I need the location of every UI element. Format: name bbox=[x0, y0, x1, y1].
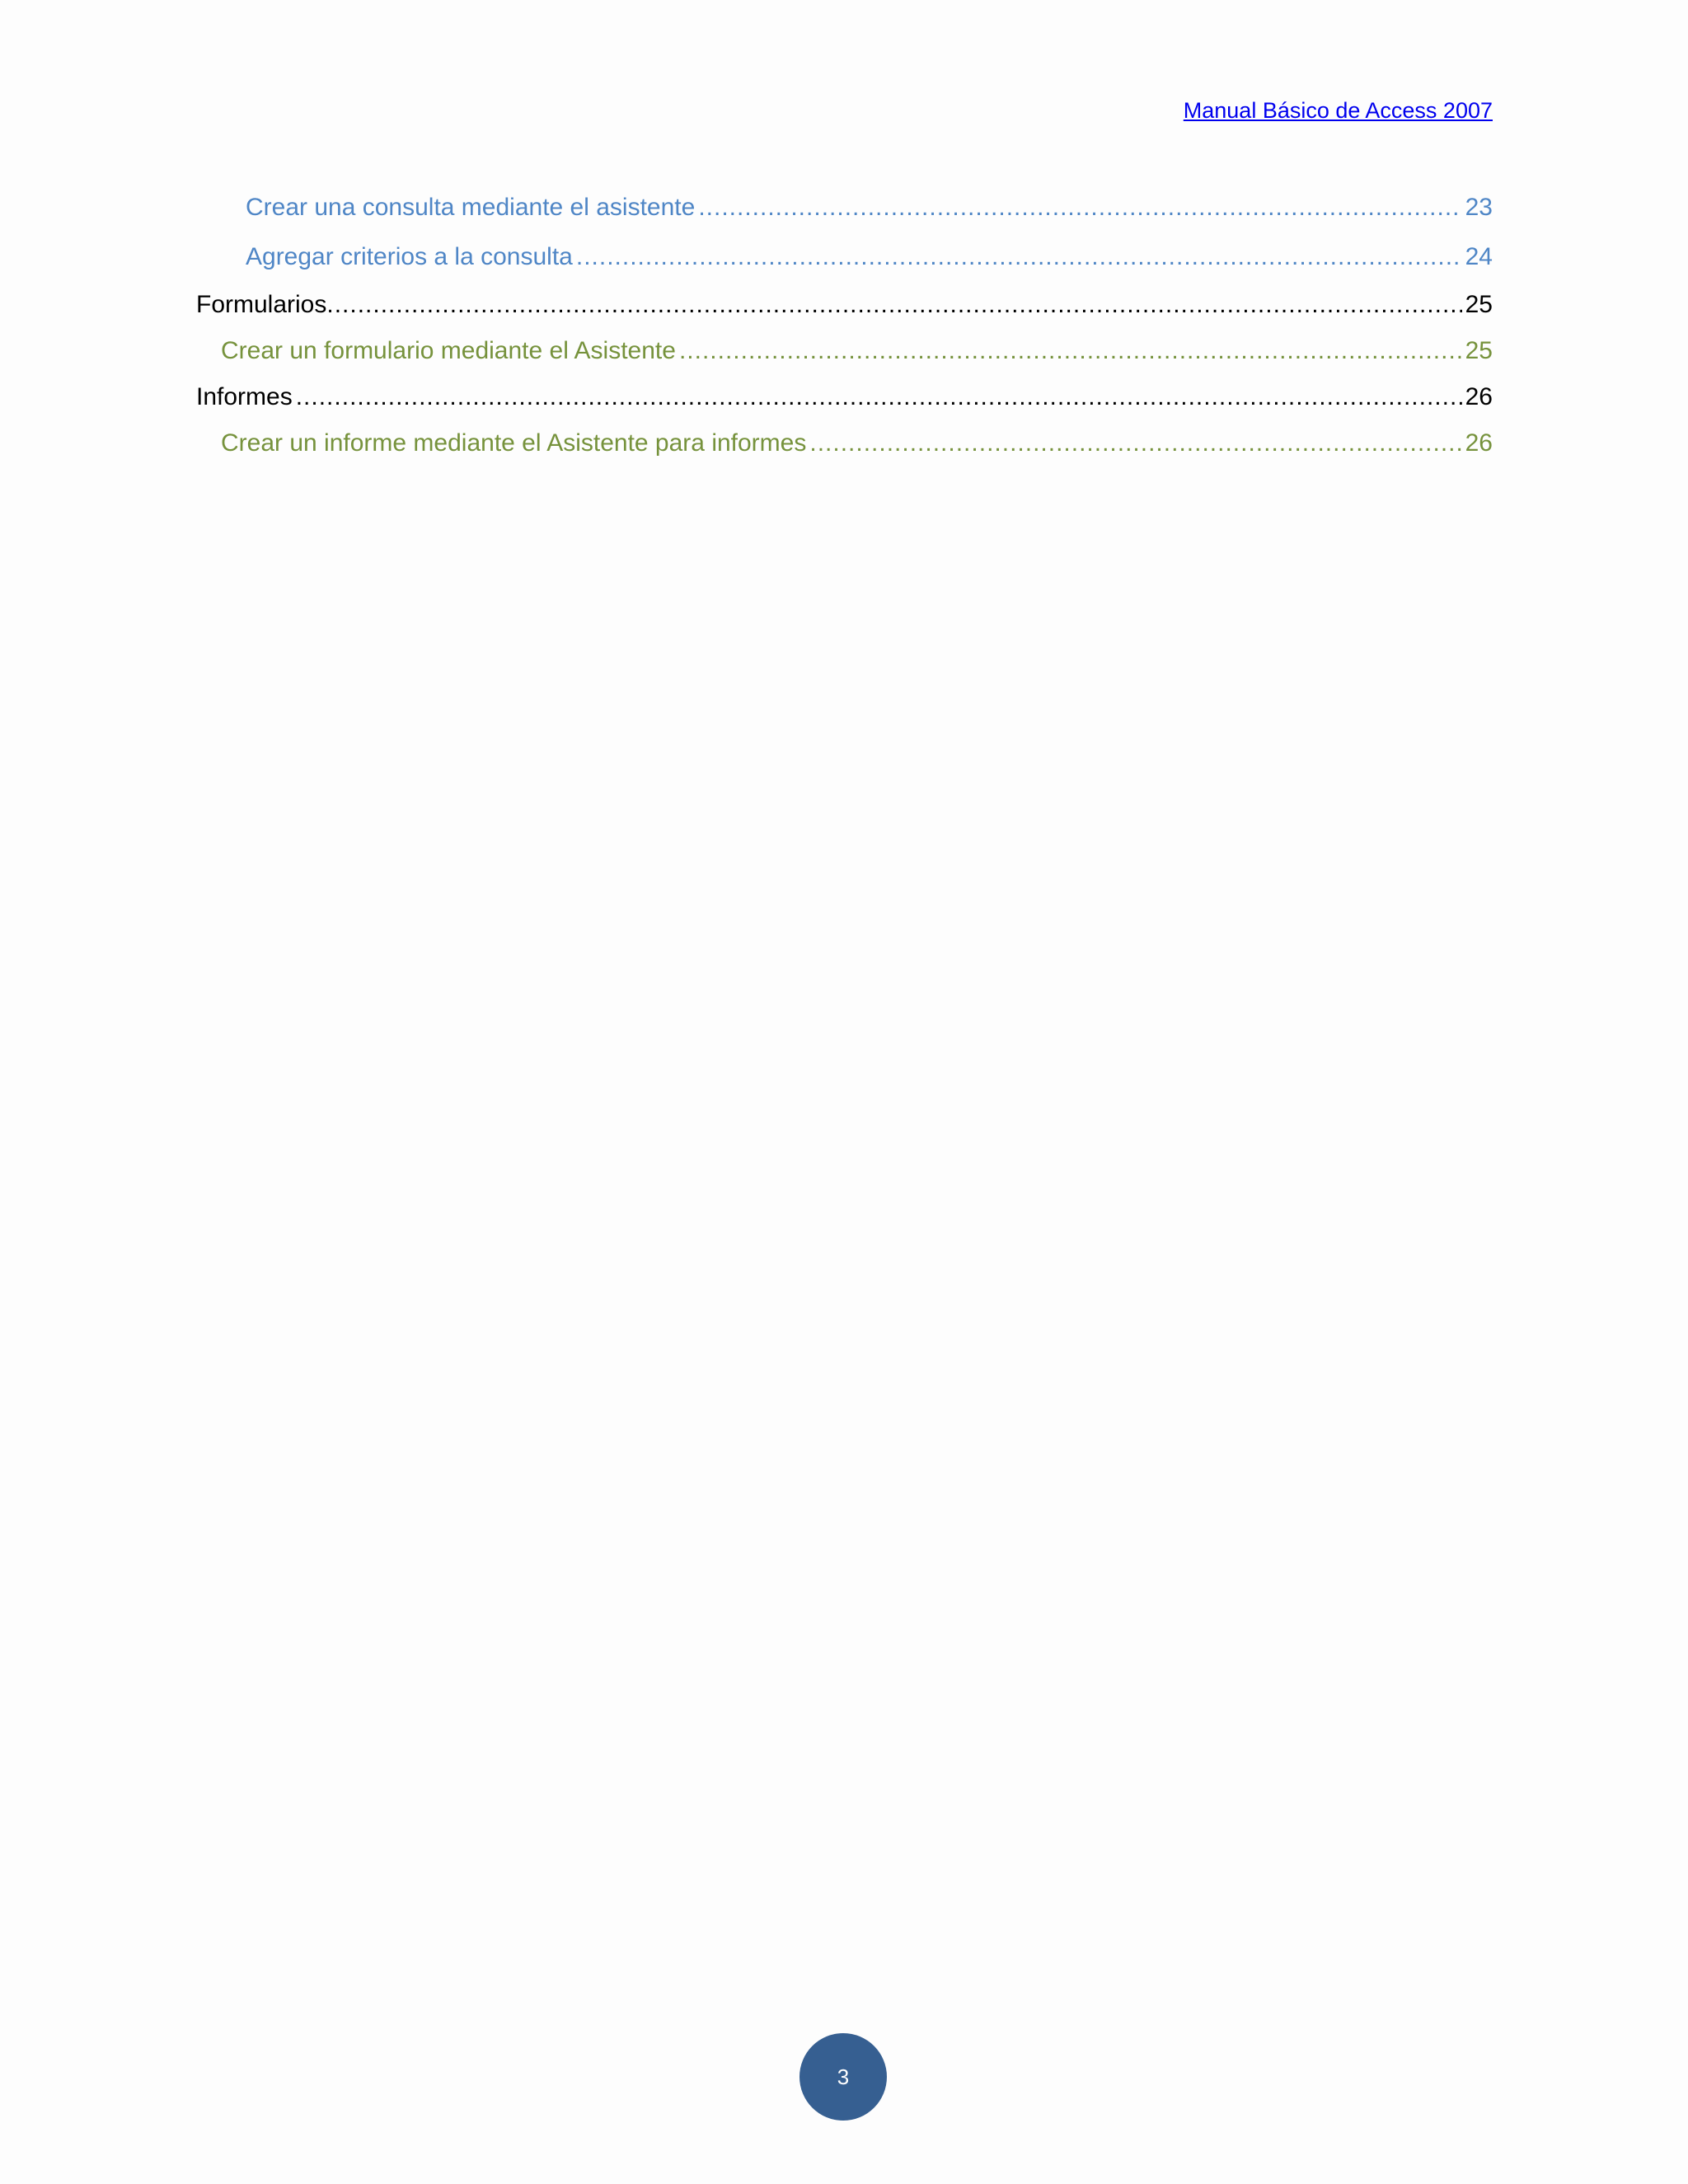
toc-entry-page-number: 26 bbox=[1465, 429, 1493, 457]
toc-entry-page-number: 26 bbox=[1465, 383, 1493, 410]
toc-entry-formularios[interactable] bbox=[196, 288, 1493, 321]
toc-entry-page-number: 25 bbox=[1465, 337, 1493, 364]
table-of-contents bbox=[196, 191, 1493, 460]
header-document-title-link[interactable]: Manual Básico de Access 2007 bbox=[1183, 98, 1493, 123]
toc-entry-label: Formularios bbox=[196, 291, 327, 318]
toc-entry-page-number: 24 bbox=[1465, 243, 1493, 270]
toc-entry-crear-consulta[interactable] bbox=[196, 191, 1493, 224]
toc-dot-leader bbox=[679, 335, 1462, 368]
toc-entry-label: Crear un formulario mediante el Asistente bbox=[221, 337, 676, 364]
page-number-text: 3 bbox=[837, 2064, 850, 2089]
toc-entry-label: Crear una consulta mediante el asistente bbox=[246, 194, 696, 221]
toc-dot-leader bbox=[698, 191, 1461, 224]
toc-dot-leader bbox=[296, 381, 1462, 414]
toc-dot-leader bbox=[809, 427, 1461, 460]
toc-dot-leader bbox=[326, 288, 1461, 321]
toc-entry-page-number: 25 bbox=[1465, 291, 1493, 318]
toc-entry-page-number: 23 bbox=[1465, 194, 1493, 221]
toc-entry-agregar-criterios[interactable] bbox=[196, 241, 1493, 274]
toc-entry-crear-formulario[interactable] bbox=[196, 335, 1493, 368]
toc-dot-leader bbox=[576, 241, 1462, 274]
page-number-badge bbox=[799, 2033, 887, 2121]
toc-entry-label: Crear un informe mediante el Asistente para informes bbox=[221, 429, 807, 457]
toc-entry-label: Agregar criterios a la consulta bbox=[246, 243, 573, 270]
toc-entry-informes[interactable] bbox=[196, 381, 1493, 414]
toc-entry-crear-informe[interactable] bbox=[196, 427, 1493, 460]
toc-entry-label: Informes bbox=[196, 383, 293, 410]
